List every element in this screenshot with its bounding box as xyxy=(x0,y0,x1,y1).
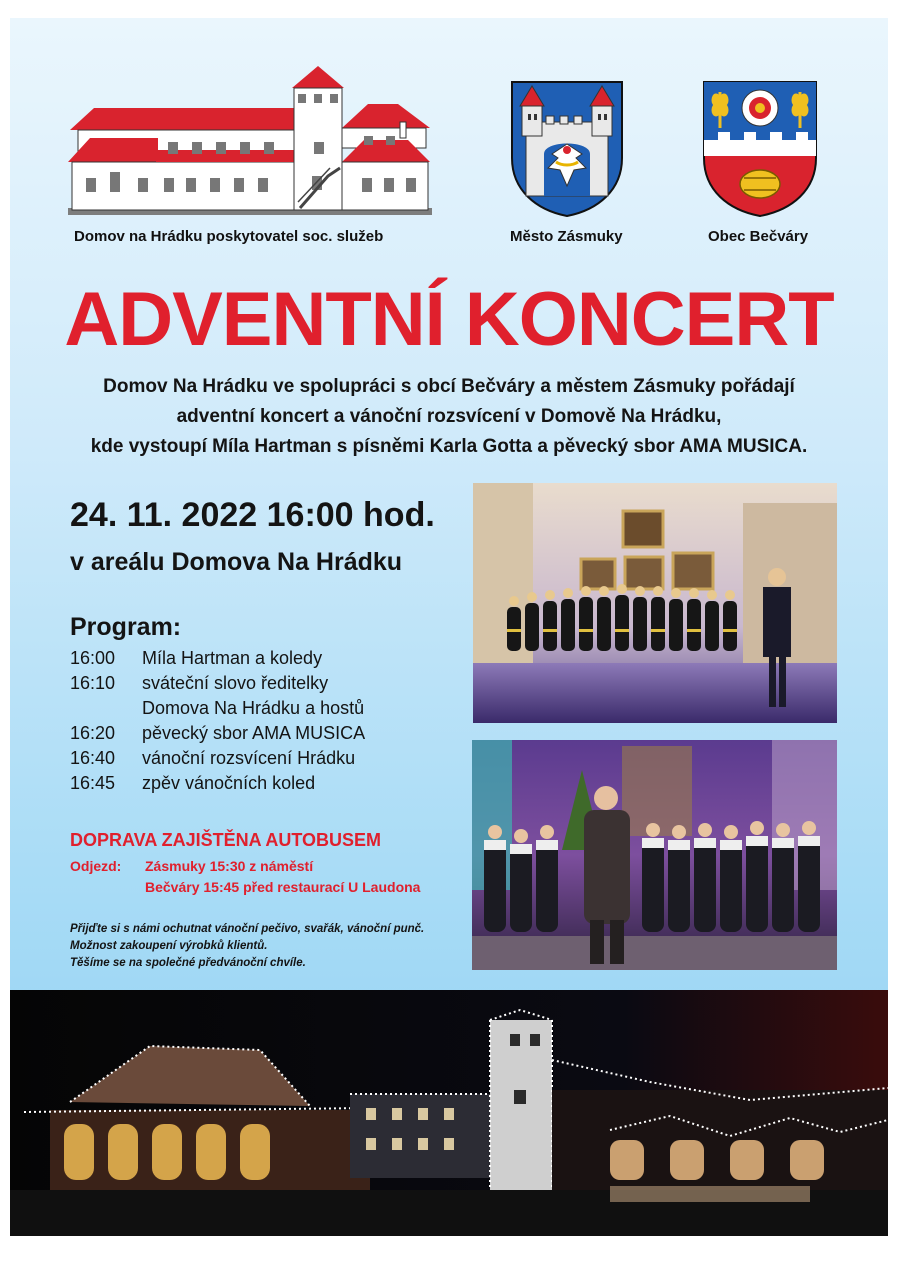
intro-text xyxy=(30,372,868,462)
domov-caption: Domov na Hrádku poskytovatel soc. služeb xyxy=(74,228,384,245)
coat-of-arms-zasmuky-icon xyxy=(508,78,626,218)
program-item xyxy=(70,696,365,721)
program-item xyxy=(70,746,365,771)
transport-title: DOPRAVA ZAJIŠTĚNA AUTOBUSEM xyxy=(70,830,382,850)
program-time: 16:10 xyxy=(70,673,116,693)
program-title: Program: xyxy=(70,613,182,641)
program-text: sváteční slovo ředitelky xyxy=(142,673,329,693)
program-text: pěvecký sbor AMA MUSICA xyxy=(142,723,366,743)
intro-line: adventní koncert a vánoční rozsvícení v Domově Na Hrádku, xyxy=(176,406,722,427)
headline: ADVENTNÍ KONCERT xyxy=(64,277,834,362)
event-venue: v areálu Domova Na Hrádku xyxy=(70,548,403,576)
night-building-photo xyxy=(10,990,888,1236)
transport-line: Zásmuky 15:30 z náměstí xyxy=(145,858,314,874)
intro-line: kde vystoupí Míla Hartman s písněmi Karla Gotta a pěvecký sbor AMA MUSICA. xyxy=(90,436,808,457)
notes xyxy=(70,921,424,972)
program-text: zpěv vánočních koled xyxy=(142,773,316,793)
program-item xyxy=(70,671,365,696)
program-text: Míla Hartman a koledy xyxy=(142,648,323,668)
program-item xyxy=(70,646,365,671)
intro-line: Domov Na Hrádku ve spolupráci s obcí Bečváry a městem Zásmuky pořádají xyxy=(103,376,795,397)
program-time: 16:45 xyxy=(70,773,116,793)
coat-of-arms-becvary-icon xyxy=(700,78,820,218)
event-datetime: 24. 11. 2022 16:00 hod. xyxy=(70,496,435,534)
transport-details xyxy=(70,856,420,898)
program-time: 16:20 xyxy=(70,723,116,743)
program-time: 16:00 xyxy=(70,648,116,668)
program-item xyxy=(70,771,365,796)
program-time: 16:40 xyxy=(70,748,116,768)
transport-label: Odjezd: xyxy=(70,858,122,874)
note-line: Přijďte si s námi ochutnat vánoční pečivo, svařák, vánoční punč. xyxy=(70,923,425,935)
choir-hall-photo xyxy=(473,483,837,723)
church-concert-photo xyxy=(472,740,837,970)
program-text: Domova Na Hrádku a hostů xyxy=(142,698,365,718)
poster xyxy=(10,18,888,1236)
program-item xyxy=(70,721,365,746)
program-text: vánoční rozsvícení Hrádku xyxy=(142,748,356,768)
zasmuky-caption: Město Zásmuky xyxy=(510,228,623,245)
becvary-caption: Obec Bečváry xyxy=(708,228,809,245)
transport-line: Bečváry 15:45 před restaurací U Laudona xyxy=(145,879,421,895)
note-line: Těšíme se na společné předvánoční chvíle. xyxy=(70,957,306,969)
program-time xyxy=(70,696,142,721)
building-logo-icon xyxy=(68,64,436,222)
program-list xyxy=(70,646,365,796)
note-line: Možnost zakoupení výrobků klientů. xyxy=(70,940,268,952)
